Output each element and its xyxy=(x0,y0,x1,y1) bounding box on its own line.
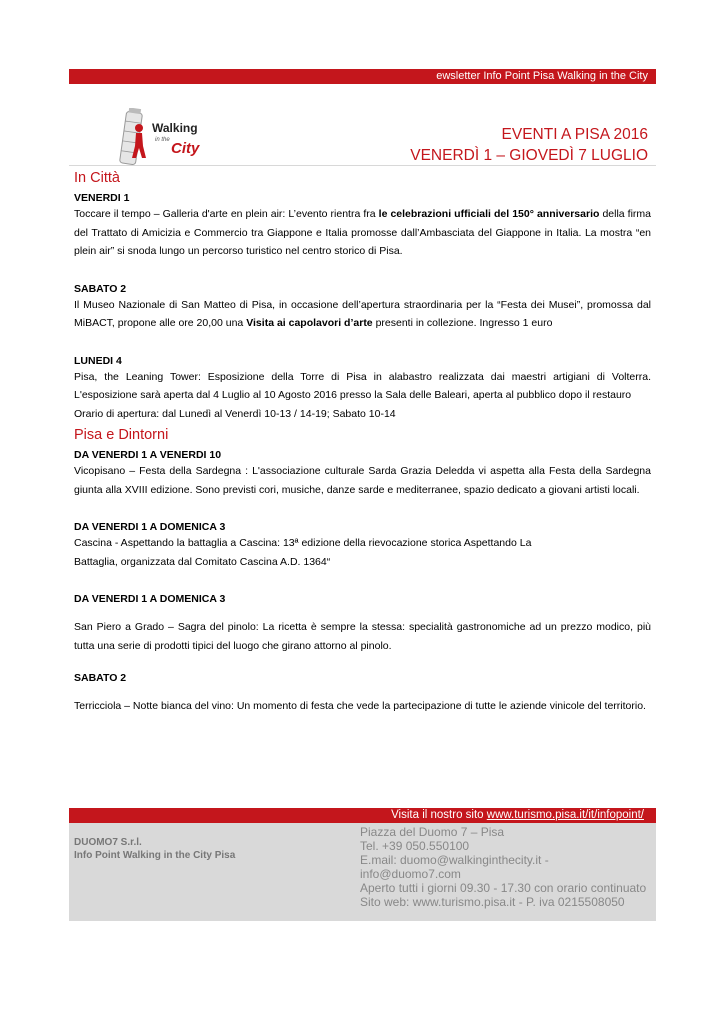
event-date: DA VENERDI 1 A DOMENICA 3 xyxy=(74,593,226,605)
footer-info xyxy=(69,823,656,921)
event-description: Terricciola – Notte bianca del vino: Un momento di festa che vede la partecipazione di tutte le aziende vinicole del territorio. xyxy=(74,700,646,712)
website-link[interactable]: www.turismo.pisa.it/it/infopoint/ xyxy=(486,809,644,821)
top-banner: ewsletter Info Point Pisa Walking in the City xyxy=(69,69,656,84)
svg-text:in the: in the xyxy=(155,137,170,143)
event-description: San Piero a Grado – Sagra del pinolo: La ricetta è sempre la stessa: specialità gastronomiche ad un prezzo modico, più tutta una serie di prodotti tipici del luogo che girano attorno al pinolo. xyxy=(74,621,651,652)
svg-text:City: City xyxy=(171,140,200,157)
events-content xyxy=(69,170,656,716)
event-description: Cascina - Aspettando la battaglia a Cascina: 13ª edizione della rievocazione storica Aspettando La Battaglia, organizzata dal Comitato Cascina A.D. 1364“ xyxy=(74,537,532,568)
section-title-pisa-e-dintorni: Pisa e Dintorni xyxy=(74,427,169,443)
event-description: Vicopisano – Festa della Sardegna : L'associazione culturale Sarda Grazia Deledda vi aspetta alla Festa della Sardegna giunta alla XVIII edizione. Sono previsti cori, musiche, danze sarde e mediterranee, spazio dedicato a giovani artisti locali. xyxy=(74,465,651,496)
event-description: Toccare il tempo – Galleria d'arte en plein air: L’evento rientra fra le celebrazioni ufficiali del 150° anniversario della firma del Trattato di Amicizia e Commercio tra Giappone e Italia promosse dall’Ambasciata del Giappone in Italia. La mostra “en plein air” si snoda lungo un percorso turistico nel centro storico di Pisa. xyxy=(74,208,652,257)
newsletter-header xyxy=(69,84,656,166)
walking-in-the-city-logo xyxy=(119,108,205,166)
event-date: DA VENERDI 1 A VENERDI 10 xyxy=(74,449,222,461)
svg-text:Walking: Walking xyxy=(152,121,198,135)
newsletter-title xyxy=(410,124,648,166)
newsletter-page xyxy=(69,69,656,716)
company-subtitle: Info Point Walking in the City Pisa xyxy=(74,850,236,861)
event-description: Il Museo Nazionale di San Matteo di Pisa, in occasione dell’apertura straordinaria per la “Festa dei Musei”, promossa dal MiBACT, propone alle ore 20,00 una Visita ai capolavori d’arte presenti in collezione. Ingresso 1 euro xyxy=(74,298,651,329)
event-date: SABATO 2 xyxy=(74,282,127,295)
event-date: DA VENERDI 1 A DOMENICA 3 xyxy=(74,521,226,533)
title-line-2: VENERDÌ 1 – GIOVEDÌ 7 LUGLIO xyxy=(410,147,648,164)
title-line-1: EVENTI A PISA 2016 xyxy=(501,126,648,143)
event-date: VENERDI 1 xyxy=(74,192,130,204)
footer-website: Sito web: www.turismo.pisa.it - P. iva 0215508050 xyxy=(360,895,625,909)
footer-address: Piazza del Duomo 7 – Pisa xyxy=(360,825,505,839)
event-description: Pisa, the Leaning Tower: Esposizione della Torre di Pisa in alabastro realizzata dai maestri artigiani di Volterra. L'esposizione sarà aperta dal 4 Luglio al 10 Agosto 2016 presso la Sala delle Baleari, aperta al pubblico dopo il restauro xyxy=(74,370,651,401)
footer-banner: Visita il nostro sito www.turismo.pisa.it/it/infopoint/ xyxy=(69,808,656,823)
company-name: DUOMO7 S.r.l. xyxy=(74,837,142,848)
event-opening-hours: Orario di apertura: dal Lunedì al Venerdì 10-13 / 14-19; Sabato 10-14 xyxy=(74,407,396,420)
section-title-in-citta: In Città xyxy=(74,170,120,186)
footer-email: E.mail: duomo@walkinginthecity.it - info@duomo7.com xyxy=(360,853,549,881)
footer-company xyxy=(74,836,235,862)
event-date: SABATO 2 xyxy=(74,672,127,684)
event-date: LUNEDI 4 xyxy=(74,354,122,367)
footer-telephone: Tel. +39 050.550100 xyxy=(360,839,470,853)
footer-hours: Aperto tutti i giorni 09.30 - 17.30 con orario continuato xyxy=(360,881,647,895)
footer-contacts xyxy=(360,825,650,909)
